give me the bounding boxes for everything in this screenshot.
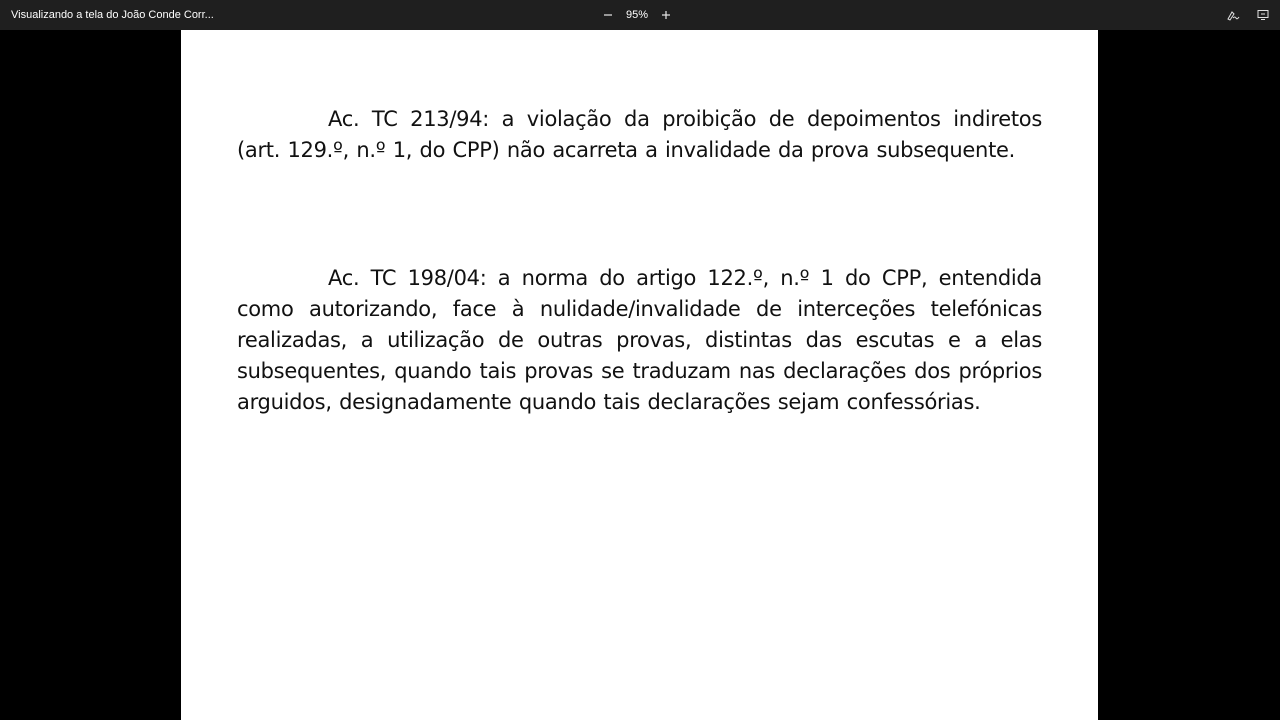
annotate-button[interactable]	[1224, 6, 1242, 24]
zoom-controls	[600, 5, 674, 25]
shared-screen-area	[0, 30, 1280, 720]
plus-icon	[661, 10, 671, 20]
window-title: Visualizando a tela do João Conde Corr...	[11, 9, 214, 21]
zoom-in-button[interactable]	[658, 7, 674, 23]
paragraph-ac-tc-213-94: Ac. TC 213/94: a violação da proibição de depoimentos indiretos (art. 129.º, n.º 1, do CPP) não acarreta a invalidade da prova subsequente.	[237, 107, 1042, 162]
toolbar-actions	[1224, 6, 1272, 24]
display-options-icon	[1256, 8, 1270, 22]
viewer-toolbar	[0, 0, 1280, 30]
pen-annotate-icon	[1226, 8, 1240, 22]
document-page	[181, 30, 1098, 720]
zoom-out-button[interactable]	[600, 7, 616, 23]
paragraph-ac-tc-198-04: Ac. TC 198/04: a norma do artigo 122.º, n.º 1 do CPP, entendida como autorizando, face à nulidade/invalidade de interceções telefónicas realizadas, a utilização de outras provas, distintas das escutas e a elas subsequentes, quando tais provas se traduzam nas declarações dos próprios arguidos, designadamente quando tais declarações sejam confessórias.	[237, 266, 1042, 414]
minus-icon	[603, 10, 613, 20]
zoom-level: 95%	[626, 9, 649, 21]
display-options-button[interactable]	[1254, 6, 1272, 24]
